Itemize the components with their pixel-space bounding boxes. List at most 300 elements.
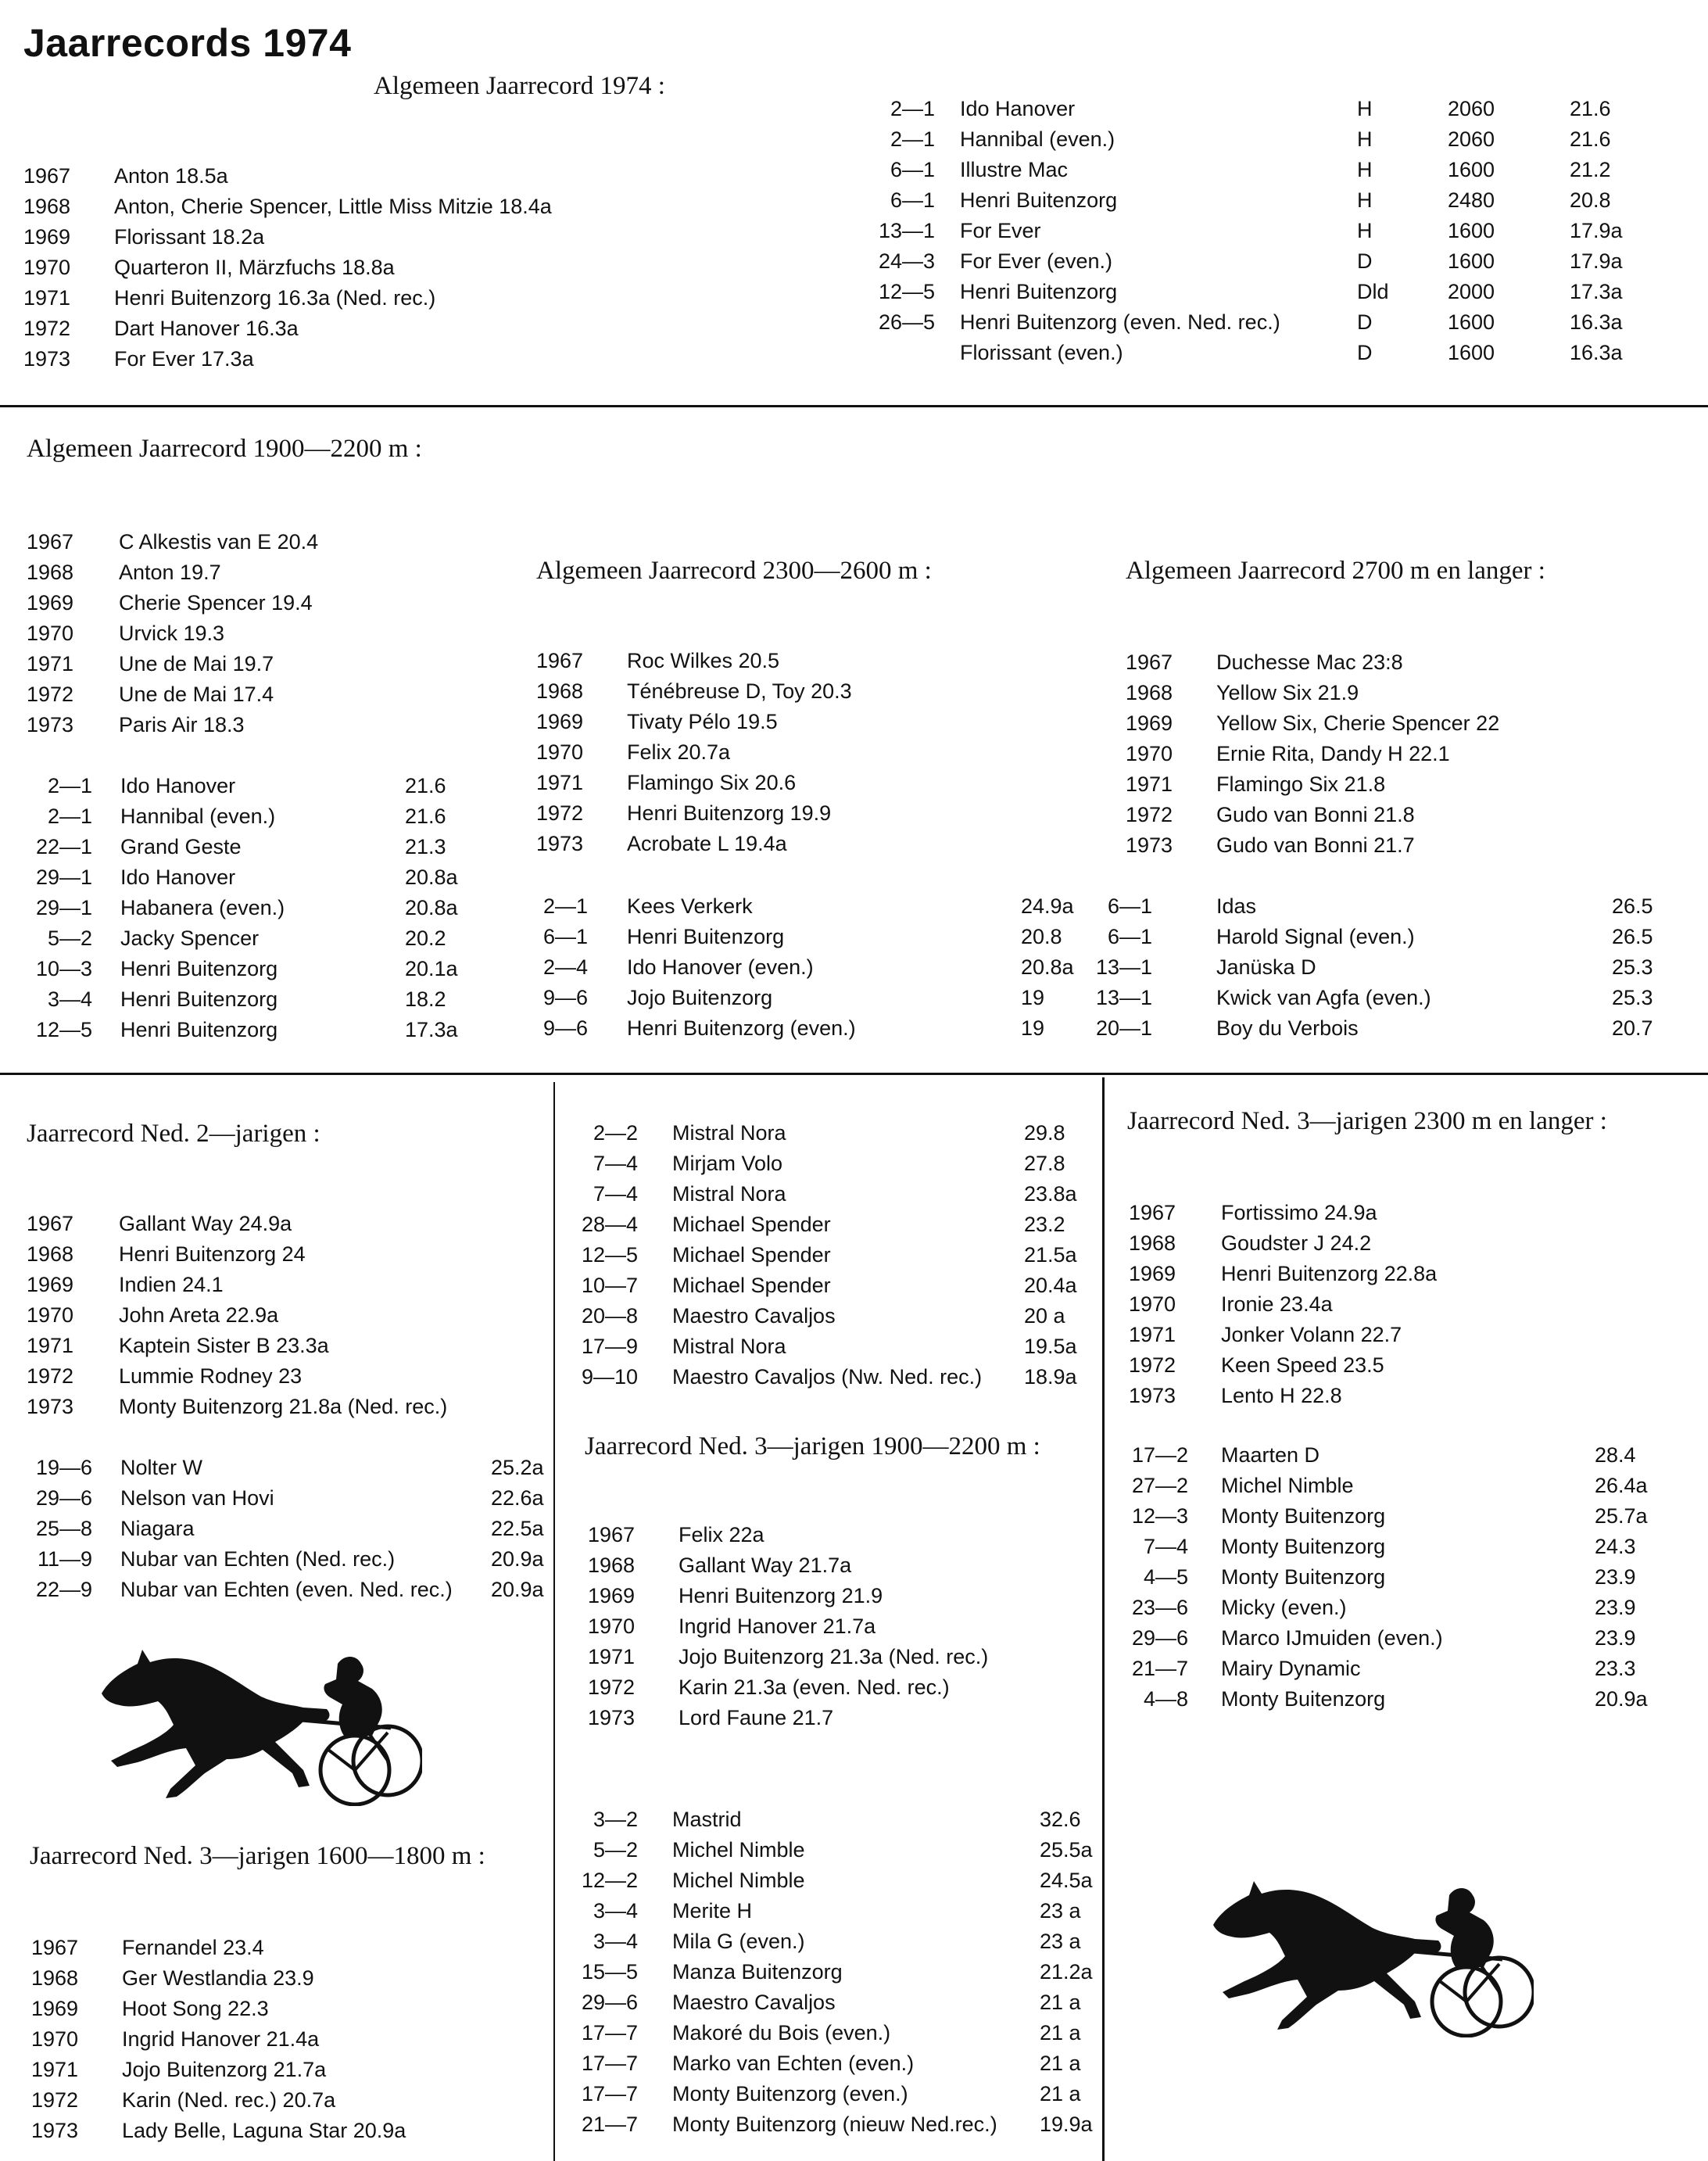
ned-3jarigen-1900-record-row <box>0 1835 1708 1865</box>
horse-name: Mistral Nora <box>672 1335 786 1358</box>
horse-name: Grand Geste <box>120 835 242 858</box>
ned-3jarigen-2300-history-row <box>0 1320 1708 1350</box>
algemeen-1900-2200-history-row <box>0 527 1708 557</box>
date-label: 12—5 <box>581 1243 638 1267</box>
year-label: 1973 <box>27 713 74 736</box>
record-text: Henri Buitenzorg 16.3a (Ned. rec.) <box>114 286 436 310</box>
heading-algemeen-1900-2200: Algemeen Jaarrecord 1900—2200 m : <box>27 435 422 463</box>
record-text: Lento H 22.8 <box>1221 1384 1342 1407</box>
algemeen-1974-record-row <box>0 94 1708 124</box>
algemeen-1974-record-row <box>0 277 1708 307</box>
distance: 1600 <box>1448 341 1495 364</box>
record-text: Ingrid Hanover 21.4a <box>122 2027 320 2051</box>
horse-name: Ido Hanover (even.) <box>627 955 814 979</box>
divider-middle <box>0 1073 1708 1075</box>
record-text: Goudster J 24.2 <box>1221 1231 1372 1255</box>
record-time: 21 a <box>1040 2082 1081 2105</box>
record-text: Acrobate L 19.4a <box>627 832 787 855</box>
distance: 1600 <box>1448 219 1495 242</box>
record-text: Fernandel 23.4 <box>122 1936 264 1959</box>
record-text: Felix 22a <box>679 1523 764 1546</box>
record-time: 19.9a <box>1040 2113 1093 2136</box>
distance: 2480 <box>1448 188 1495 212</box>
ned-3jarigen-2300-history-row <box>0 1259 1708 1289</box>
record-text: Henri Buitenzorg 19.9 <box>627 801 832 825</box>
record-time: 20.9a <box>491 1578 544 1601</box>
year-label: 1969 <box>536 710 584 733</box>
horse-name: Henri Buitenzorg <box>120 1018 278 1041</box>
ned-3jarigen-2300-record-row <box>0 1440 1708 1471</box>
horse-name: Habanera (even.) <box>120 896 285 919</box>
date-label: 20—1 <box>1095 1016 1152 1040</box>
year-label: 1970 <box>1129 1292 1176 1316</box>
algemeen-2700-history-row <box>0 830 1708 861</box>
year-label: 1972 <box>1129 1353 1176 1377</box>
algemeen-1974-record-row <box>0 246 1708 277</box>
year-label: 1973 <box>23 347 71 371</box>
record-text: Lummie Rodney 23 <box>119 1364 303 1388</box>
date-label: 25—8 <box>35 1517 92 1540</box>
year-label: 1972 <box>31 2088 79 2112</box>
ned-3jarigen-2300-record-row <box>0 1532 1708 1562</box>
horse-name: Mistral Nora <box>672 1182 786 1206</box>
horse-name: Ido Hanover <box>960 97 1076 120</box>
record-time: 22.5a <box>491 1517 544 1540</box>
horse-name: Nolter W <box>120 1456 203 1479</box>
year-label: 1973 <box>27 1395 74 1418</box>
record-text: Keen Speed 23.5 <box>1221 1353 1384 1377</box>
date-label: 17—7 <box>581 2052 638 2075</box>
horse-name: Idas <box>1216 894 1257 918</box>
record-text: Une de Mai 19.7 <box>119 652 274 676</box>
date-label: 19—6 <box>35 1456 92 1479</box>
track-code: H <box>1357 127 1373 151</box>
year-label: 1971 <box>27 1334 74 1357</box>
record-time: 20.2 <box>405 926 446 950</box>
date-label: 7—4 <box>1143 1535 1188 1558</box>
date-label: 6—1 <box>1107 925 1152 948</box>
horse-name: Michel Nimble <box>672 1869 805 1892</box>
date-label: 12—2 <box>581 1869 638 1892</box>
date-label: 2—1 <box>47 805 92 828</box>
ned-3jarigen-2300-history-row <box>0 1289 1708 1320</box>
date-label: 12—5 <box>35 1018 92 1041</box>
date-label: 10—7 <box>581 1274 638 1297</box>
record-text: Ironie 23.4a <box>1221 1292 1333 1316</box>
record-text: Anton 19.7 <box>119 561 221 584</box>
horse-name: Mistral Nora <box>672 1121 786 1145</box>
date-label: 9—6 <box>542 986 588 1009</box>
horse-name: For Ever (even.) <box>960 249 1113 273</box>
record-time: 19 <box>1021 986 1045 1009</box>
horse-name: Makoré du Bois (even.) <box>672 2021 891 2045</box>
horse-name: Micky (even.) <box>1221 1596 1347 1619</box>
record-time: 21.6 <box>1570 127 1611 151</box>
horse-name: Henri Buitenzorg <box>627 925 785 948</box>
date-label: 28—4 <box>581 1213 638 1236</box>
date-label: 2—2 <box>593 1121 638 1145</box>
horse-name: Hannibal (even.) <box>960 127 1115 151</box>
horse-name: Henri Buitenzorg <box>120 957 278 980</box>
horse-name: Ido Hanover <box>120 865 236 889</box>
record-time: 20.8 <box>1021 925 1062 948</box>
year-label: 1970 <box>23 256 71 279</box>
date-label: 23—6 <box>1131 1596 1188 1619</box>
record-text: Cherie Spencer 19.4 <box>119 591 313 615</box>
date-label: 2—1 <box>47 774 92 797</box>
record-time: 21.2 <box>1570 158 1611 181</box>
horse-name: Jacky Spencer <box>120 926 260 950</box>
date-label: 7—4 <box>593 1182 638 1206</box>
horse-name: Monty Buitenzorg (even.) <box>672 2082 908 2105</box>
record-text: Une de Mai 17.4 <box>119 683 274 706</box>
year-label: 1970 <box>536 740 584 764</box>
year-label: 1972 <box>27 683 74 706</box>
record-text: Ernie Rita, Dandy H 22.1 <box>1216 742 1450 765</box>
record-text: Dart Hanover 16.3a <box>114 317 299 340</box>
date-label: 2—1 <box>542 894 588 918</box>
date-label: 2—1 <box>890 97 935 120</box>
record-text: Jonker Volann 22.7 <box>1221 1323 1402 1346</box>
date-label: 10—3 <box>35 957 92 980</box>
record-text: Flamingo Six 21.8 <box>1216 772 1386 796</box>
date-label: 12—3 <box>1131 1504 1188 1528</box>
date-label: 2—1 <box>890 127 935 151</box>
record-time: 25.2a <box>491 1456 544 1479</box>
record-text: Henri Buitenzorg 22.8a <box>1221 1262 1438 1285</box>
horse-name: Henri Buitenzorg <box>960 188 1118 212</box>
ned-3jarigen-2300-record-row <box>0 1593 1708 1623</box>
year-label: 1971 <box>27 652 74 676</box>
horse-name: Illustre Mac <box>960 158 1069 181</box>
algemeen-1900-2200-history-row <box>0 557 1708 588</box>
algemeen-2700-record-row <box>0 952 1708 983</box>
algemeen-1900-2200-history-row <box>0 588 1708 618</box>
year-label: 1972 <box>27 1364 74 1388</box>
ned-3jarigen-2300-record-row <box>0 1501 1708 1532</box>
track-code: Dld <box>1357 280 1389 303</box>
record-text: For Ever 17.3a <box>114 347 254 371</box>
date-label: 29—6 <box>1131 1626 1188 1650</box>
algemeen-2700-history-row <box>0 769 1708 800</box>
year-label: 1968 <box>1129 1231 1176 1255</box>
record-time: 32.6 <box>1040 1808 1081 1831</box>
date-label: 15—5 <box>581 1960 638 1984</box>
algemeen-1974-record-row <box>0 155 1708 185</box>
record-text: Tivaty Pélo 19.5 <box>627 710 778 733</box>
record-time: 24.3 <box>1595 1535 1636 1558</box>
trotting-horse-sulky-icon <box>94 1632 422 1806</box>
date-label: 9—6 <box>542 1016 588 1040</box>
year-label: 1967 <box>31 1936 79 1959</box>
record-text: Gudo van Bonni 21.8 <box>1216 803 1415 826</box>
record-time: 25.7a <box>1595 1504 1648 1528</box>
record-time: 16.3a <box>1570 310 1623 334</box>
date-label: 29—6 <box>35 1486 92 1510</box>
record-text: Karin 21.3a (even. Ned. rec.) <box>679 1675 950 1699</box>
heading-ned-2jarigen: Jaarrecord Ned. 2—jarigen : <box>27 1120 320 1148</box>
record-time: 16.3a <box>1570 341 1623 364</box>
date-label: 17—2 <box>1131 1443 1188 1467</box>
record-time: 25.3 <box>1612 986 1653 1009</box>
record-time: 25.3 <box>1612 955 1653 979</box>
heading-ned-3jarigen-2300: Jaarrecord Ned. 3—jarigen 2300 m en langer : <box>1127 1107 1607 1135</box>
year-label: 1971 <box>536 771 584 794</box>
record-time: 20.8a <box>405 896 458 919</box>
date-label: 6—1 <box>1107 894 1152 918</box>
algemeen-2700-history-row <box>0 708 1708 739</box>
record-time: 23 a <box>1040 1899 1081 1923</box>
record-time: 21 a <box>1040 1991 1081 2014</box>
algemeen-2700-record-row <box>0 1013 1708 1044</box>
date-label: 12—5 <box>878 280 935 303</box>
record-time: 20.7 <box>1612 1016 1653 1040</box>
ned-3jarigen-1900-record-row <box>0 2079 1708 2109</box>
year-label: 1971 <box>588 1645 636 1668</box>
record-text: Quarteron II, Märzfuchs 18.8a <box>114 256 395 279</box>
date-label: 17—7 <box>581 2021 638 2045</box>
ned-3jarigen-1900-record-row <box>0 2048 1708 2079</box>
record-text: John Areta 22.9a <box>119 1303 279 1327</box>
record-time: 20 a <box>1024 1304 1065 1328</box>
year-label: 1967 <box>536 649 584 672</box>
year-label: 1969 <box>27 591 74 615</box>
record-text: Kaptein Sister B 23.3a <box>119 1334 329 1357</box>
year-label: 1968 <box>536 679 584 703</box>
horse-name: Harold Signal (even.) <box>1216 925 1415 948</box>
horse-name: Henri Buitenzorg (even.) <box>627 1016 856 1040</box>
record-time: 21 a <box>1040 2021 1081 2045</box>
record-text: C Alkestis van E 20.4 <box>119 530 319 554</box>
horse-name: Monty Buitenzorg <box>1221 1504 1386 1528</box>
horse-name: Henri Buitenzorg (even. Ned. rec.) <box>960 310 1280 334</box>
record-time: 21.5a <box>1024 1243 1077 1267</box>
date-label: 13—1 <box>878 219 935 242</box>
horse-name: Henri Buitenzorg <box>120 987 278 1011</box>
ned-2jarigen-col2-record-row <box>0 1149 1708 1179</box>
distance: 2000 <box>1448 280 1495 303</box>
algemeen-1974-record-row <box>0 185 1708 216</box>
algemeen-1974-record-row <box>0 338 1708 368</box>
date-label: 21—7 <box>1131 1657 1188 1680</box>
year-label: 1970 <box>27 622 74 645</box>
record-time: 20.8 <box>1570 188 1611 212</box>
date-label: 4—5 <box>1143 1565 1188 1589</box>
date-label: 27—2 <box>1131 1474 1188 1497</box>
horse-name: Maestro Cavaljos <box>672 1304 836 1328</box>
date-label: 26—5 <box>878 310 935 334</box>
year-label: 1968 <box>1126 681 1173 704</box>
year-label: 1970 <box>27 1303 74 1327</box>
horse-name: Mila G (even.) <box>672 1930 805 1953</box>
year-label: 1969 <box>31 1997 79 2020</box>
horse-name: Nelson van Hovi <box>120 1486 274 1510</box>
year-label: 1969 <box>588 1584 636 1607</box>
ned-3jarigen-1900-record-row <box>0 1804 1708 1835</box>
heading-ned-3jarigen-1600-1800: Jaarrecord Ned. 3—jarigen 1600—1800 m : <box>30 1842 485 1870</box>
horse-name: Marko van Echten (even.) <box>672 2052 915 2075</box>
date-label: 6—1 <box>890 158 935 181</box>
algemeen-1900-2200-history-row <box>0 618 1708 649</box>
date-label: 3—2 <box>593 1808 638 1831</box>
horse-name: Michael Spender <box>672 1213 831 1236</box>
ned-3jarigen-2300-history-row <box>0 1350 1708 1381</box>
ned-3jarigen-2300-record-row <box>0 1471 1708 1501</box>
year-label: 1968 <box>27 1242 74 1266</box>
date-label: 11—9 <box>37 1547 92 1571</box>
record-time: 26.4a <box>1595 1474 1648 1497</box>
horse-name: Michael Spender <box>672 1274 831 1297</box>
record-time: 25.5a <box>1040 1838 1093 1862</box>
record-text: Flamingo Six 20.6 <box>627 771 797 794</box>
date-label: 21—7 <box>581 2113 638 2136</box>
divider-top <box>0 405 1708 407</box>
horse-name: Monty Buitenzorg <box>1221 1687 1386 1711</box>
year-label: 1967 <box>1126 650 1173 674</box>
year-label: 1969 <box>1129 1262 1176 1285</box>
year-label: 1972 <box>588 1675 636 1699</box>
track-code: H <box>1357 158 1373 181</box>
record-text: Lord Faune 21.7 <box>679 1706 834 1729</box>
distance: 1600 <box>1448 158 1495 181</box>
heading-ned-3jarigen-1900-2200: Jaarrecord Ned. 3—jarigen 1900—2200 m : <box>585 1432 1040 1460</box>
horse-name: For Ever <box>960 219 1041 242</box>
record-time: 20.4a <box>1024 1274 1077 1297</box>
date-label: 17—7 <box>581 2082 638 2105</box>
record-text: Roc Wilkes 20.5 <box>627 649 780 672</box>
algemeen-2700-history-row <box>0 647 1708 678</box>
track-code: H <box>1357 219 1373 242</box>
horse-name: Merite H <box>672 1899 753 1923</box>
date-label: 4—8 <box>1143 1687 1188 1711</box>
ned-2jarigen-col2-record-row <box>0 1118 1708 1149</box>
record-time: 23 a <box>1040 1930 1081 1953</box>
record-time: 26.5 <box>1612 894 1653 918</box>
record-text: Indien 24.1 <box>119 1273 224 1296</box>
date-label: 29—1 <box>35 896 92 919</box>
date-label: 24—3 <box>878 249 935 273</box>
year-label: 1967 <box>27 530 74 554</box>
record-text: Yellow Six 21.9 <box>1216 681 1359 704</box>
date-label: 13—1 <box>1095 986 1152 1009</box>
horse-name: Monty Buitenzorg <box>1221 1535 1386 1558</box>
record-time: 23.2 <box>1024 1213 1065 1236</box>
date-label: 9—10 <box>581 1365 638 1389</box>
record-time: 28.4 <box>1595 1443 1636 1467</box>
record-time: 26.5 <box>1612 925 1653 948</box>
ned-3jarigen-2300-history-row <box>0 1198 1708 1228</box>
record-text: Gallant Way 21.7a <box>679 1554 852 1577</box>
distance: 1600 <box>1448 249 1495 273</box>
record-time: 17.9a <box>1570 219 1623 242</box>
record-time: 21.6 <box>405 774 446 797</box>
date-label: 20—8 <box>581 1304 638 1328</box>
date-label: 3—4 <box>47 987 92 1011</box>
record-text: Urvick 19.3 <box>119 622 225 645</box>
year-label: 1967 <box>23 164 71 188</box>
algemeen-2700-record-row <box>0 983 1708 1013</box>
year-label: 1968 <box>588 1554 636 1577</box>
date-label: 3—4 <box>593 1899 638 1923</box>
date-label: 6—1 <box>542 925 588 948</box>
record-time: 23.9 <box>1595 1565 1636 1589</box>
horse-name: Maestro Cavaljos <box>672 1991 836 2014</box>
horse-name: Manza Buitenzorg <box>672 1960 843 1984</box>
horse-name: Mirjam Volo <box>672 1152 783 1175</box>
horse-name: Florissant (even.) <box>960 341 1123 364</box>
record-time: 20.1a <box>405 957 458 980</box>
record-text: Henri Buitenzorg 24 <box>119 1242 306 1266</box>
year-label: 1968 <box>31 1966 79 1990</box>
ned-3jarigen-1900-record-row <box>0 2109 1708 2140</box>
horse-name: Nubar van Echten (even. Ned. rec.) <box>120 1578 453 1601</box>
record-time: 20.8a <box>405 865 458 889</box>
record-text: Lady Belle, Laguna Star 20.9a <box>122 2119 406 2142</box>
date-label: 2—4 <box>542 955 588 979</box>
horse-name: Boy du Verbois <box>1216 1016 1359 1040</box>
year-label: 1971 <box>23 286 71 310</box>
horse-name: Ido Hanover <box>120 774 236 797</box>
record-text: Gudo van Bonni 21.7 <box>1216 833 1415 857</box>
year-label: 1973 <box>1126 833 1173 857</box>
horse-name: Jojo Buitenzorg <box>627 986 773 1009</box>
record-time: 18.2 <box>405 987 446 1011</box>
distance: 2060 <box>1448 97 1495 120</box>
date-label: 3—4 <box>593 1930 638 1953</box>
heading-algemeen-2700: Algemeen Jaarrecord 2700 m en langer : <box>1126 557 1545 585</box>
year-label: 1967 <box>27 1212 74 1235</box>
year-label: 1972 <box>536 801 584 825</box>
record-text: Monty Buitenzorg 21.8a (Ned. rec.) <box>119 1395 448 1418</box>
record-time: 20.8a <box>1021 955 1074 979</box>
algemeen-1974-record-row <box>0 216 1708 246</box>
year-label: 1973 <box>1129 1384 1176 1407</box>
track-code: D <box>1357 310 1373 334</box>
algemeen-2700-history-row <box>0 800 1708 830</box>
algemeen-1900-2200-record-row <box>0 862 1708 893</box>
record-time: 20.9a <box>491 1547 544 1571</box>
algemeen-2700-history-row <box>0 678 1708 708</box>
date-label: 7—4 <box>593 1152 638 1175</box>
horse-name: Mairy Dynamic <box>1221 1657 1361 1680</box>
year-label: 1967 <box>588 1523 636 1546</box>
record-text: Felix 20.7a <box>627 740 731 764</box>
record-text: Anton 18.5a <box>114 164 228 188</box>
record-time: 29.8 <box>1024 1121 1065 1145</box>
year-label: 1971 <box>31 2058 79 2081</box>
trotting-horse-sulky-icon-right <box>1205 1864 1534 2037</box>
horse-name: Mastrid <box>672 1808 742 1831</box>
ned-3jarigen-2300-history-row <box>0 1381 1708 1411</box>
horse-name: Marco IJmuiden (even.) <box>1221 1626 1443 1650</box>
record-time: 23.9 <box>1595 1596 1636 1619</box>
year-label: 1973 <box>588 1706 636 1729</box>
record-time: 24.9a <box>1021 894 1074 918</box>
year-label: 1969 <box>1126 711 1173 735</box>
record-time: 20.9a <box>1595 1687 1648 1711</box>
record-text: Henri Buitenzorg 21.9 <box>679 1584 883 1607</box>
year-label: 1968 <box>27 561 74 584</box>
record-time: 19 <box>1021 1016 1045 1040</box>
date-label: 17—9 <box>581 1335 638 1358</box>
heading-algemeen-2300-2600: Algemeen Jaarrecord 2300—2600 m : <box>536 557 932 585</box>
record-time: 23.8a <box>1024 1182 1077 1206</box>
record-text: Yellow Six, Cherie Spencer 22 <box>1216 711 1500 735</box>
horse-name: Janüska D <box>1216 955 1316 979</box>
record-text: Gallant Way 24.9a <box>119 1212 292 1235</box>
horse-name: Maarten D <box>1221 1443 1320 1467</box>
horse-name: Hannibal (even.) <box>120 805 276 828</box>
